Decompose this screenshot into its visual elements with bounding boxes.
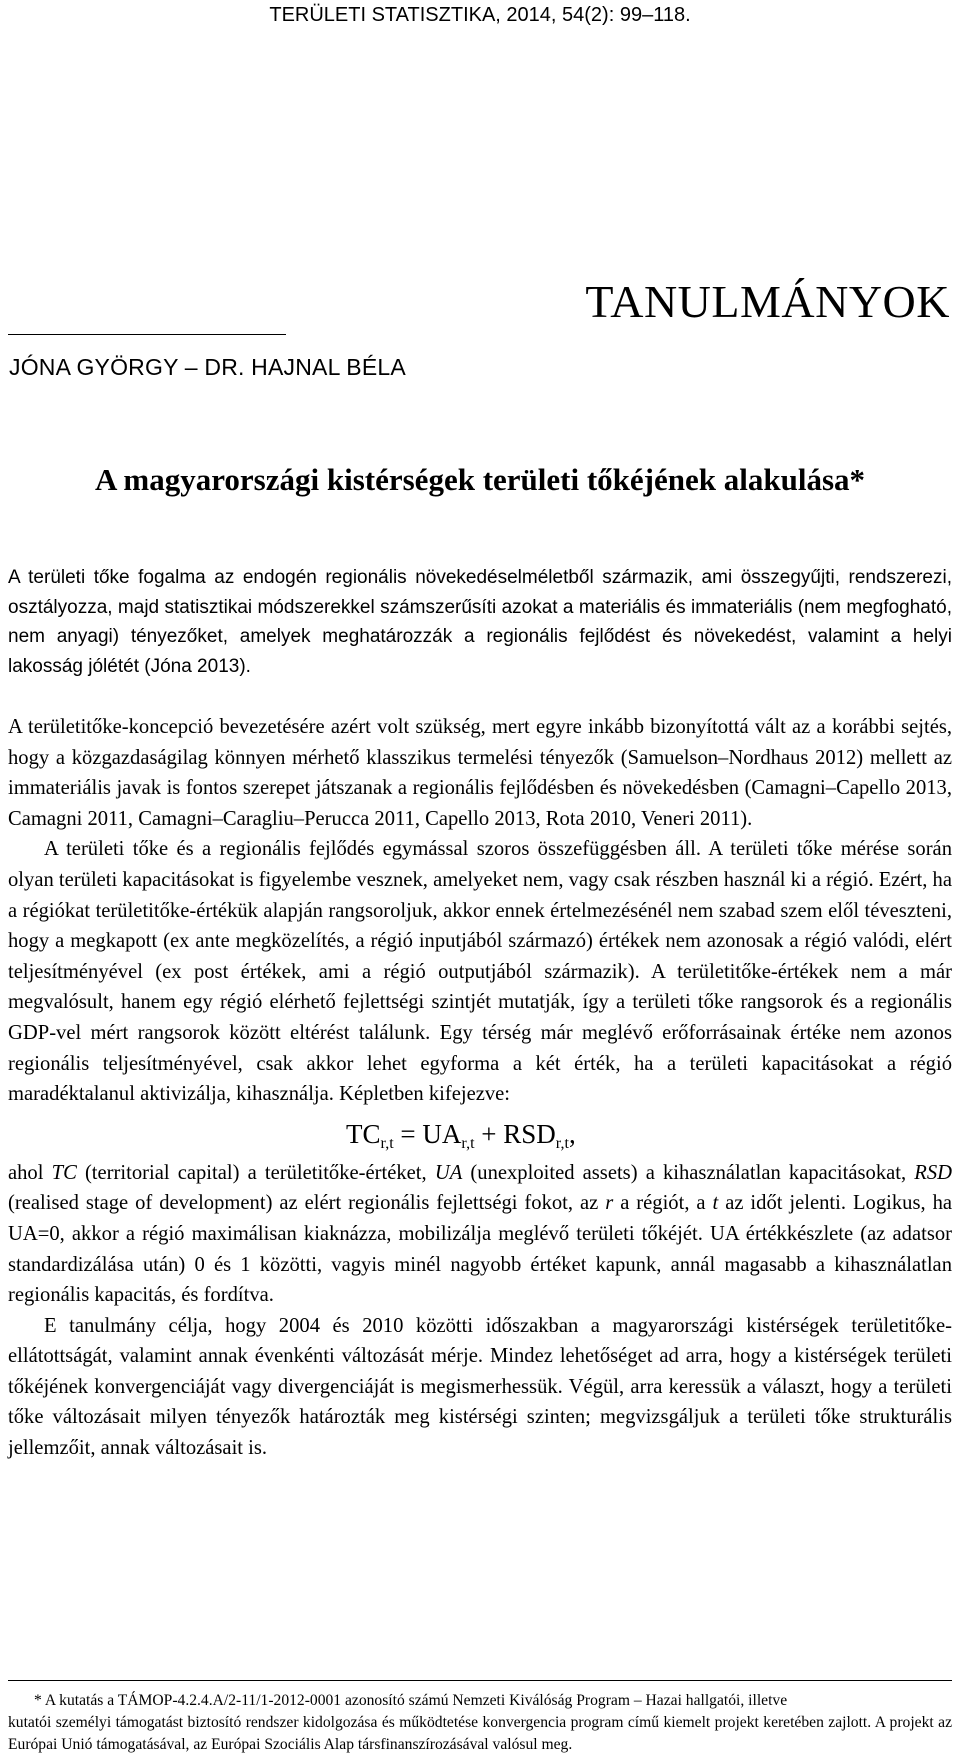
footnote bbox=[8, 1690, 952, 1756]
formula-subscript: r,t bbox=[380, 1134, 394, 1152]
article-body bbox=[8, 712, 952, 1464]
paragraph-4: E tanulmány célja, hogy 2004 és 2010 közötti időszakban a magyarországi kistérségek területitőke-ellátottságát, valamint annak évenkénti változását mérje. Mindez lehetőséget ad arra, hogy a kistérségek területi tőkéjének konvergenciáját vagy divergenciáját is megismerhessük. Végül, arra keressük a választ, hogy a területi tőke változásait milyen tényezők határozták meg kistérségi szinten; megvizsgáljuk a területi tőke strukturális jellemzőit, annak változásait is. bbox=[8, 1314, 952, 1460]
formula-equals: = bbox=[400, 1118, 416, 1149]
formula-tc: TC bbox=[346, 1118, 381, 1149]
footnote-continuation: kutatói személyi támogatást biztosító rendszer kidolgozása és működtetése konvergencia program című kiemelt projekt keretében zajlott. A projekt az Európai Unió támogatásával, az Európai Szociális Alap társfinanszírozásával valósul meg. bbox=[8, 1714, 952, 1753]
text-run: az időt jelenti. Logikus, ha UA=0, akkor a régió maximálisan kiaknázza, mobilizálja meglévő területi tőkéjét. UA értékkészlete (az adatsor standardizálása után) 0 és 1 közötti, vagyis minél nagyobb értéket kapunk, annál magasabb a kihasználatlan regionális kapacitás, és fordítva. bbox=[8, 1192, 953, 1307]
formula-comma: , bbox=[568, 1118, 576, 1149]
formula-rsd: RSD bbox=[503, 1118, 556, 1149]
footnote-first-line bbox=[8, 1690, 952, 1712]
abstract: A területi tőke fogalma az endogén regionális növekedéselméletből származik, ami összegyűjti, rendszerezi, osztályozza, majd statisztikai módszerekkel számszerűsíti azokat a materiális és immateriális (nem megfogható, nem anyagi) tényezőket, amelyek meghatározzák a regionális fejlődést és növekedést, valamint a helyi lakosság jólétét (Jóna 2013). bbox=[8, 567, 952, 677]
section-label: TANULMÁNYOK bbox=[585, 276, 950, 327]
footnote-rule bbox=[8, 1680, 952, 1681]
text-run: ahol bbox=[8, 1161, 52, 1184]
paragraph-2: A területi tőke és a regionális fejlődés egymással szoros összefüggésben áll. A területi tőke mérése során olyan területi kapacitásokat is figyelembe vesznek, amelyeket nem, vagy csak részben használ ki a régió. Ezért, ha a régiókat területitőke-értékük alapján rangsoroljuk, akkor ennek értelmezésénél nem szabad szem elől téveszteni, hogy a megkapott (ex ante megközelítés, a régió inputjából származó) értékek nem azonosak a régió valódi, elért teljesítményével (ex post értékek, ami a régió outputjából származik). A területitőke-értékek nem a már megvalósult, hanem egy régió elérhető fejlettségi szintjét mutatják, így a területi tőke rangsorok és a regionális GDP-vel mért rangsorok között eltérést találunk. Egy térség már meglévő erőforrásainak értéke nem azonos regionális teljesítményével, csak akkor lehet egyforma a két érték, ha a területi kapacitásokat a régió maradéktalanul aktivizálja, kihasználja. Képletben kifejezve: bbox=[8, 838, 952, 1106]
var-rsd: RSD bbox=[914, 1161, 953, 1184]
formula-ua: UA bbox=[422, 1118, 462, 1149]
var-tc: TC bbox=[51, 1161, 77, 1184]
running-head: TERÜLETI STATISZTIKA, 2014, 54(2): 99–118. bbox=[269, 4, 691, 26]
formula-subscript: r,t bbox=[555, 1134, 569, 1152]
paragraph-3 bbox=[8, 1158, 952, 1311]
article-title: A magyarországi kistérségek területi tőkéjének alakulása* bbox=[94, 462, 866, 497]
author-rule bbox=[8, 334, 286, 335]
formula-plus: + bbox=[481, 1118, 497, 1149]
text-run: (territorial capital) a területitőke-értéket, bbox=[76, 1161, 435, 1184]
text-run: a régiót, a bbox=[613, 1192, 713, 1215]
formula-subscript: r,t bbox=[461, 1134, 475, 1152]
var-r: r bbox=[605, 1192, 614, 1215]
footnote-line-1: A kutatás a TÁMOP-4.2.4.A/2-11/1-2012-0001 azonosító számú Nemzeti Kiválóság Program – Hazai hallgatói, illetve bbox=[44, 1692, 788, 1709]
text-run: (unexploited assets) a kihasználatlan kapacitásokat, bbox=[462, 1161, 915, 1184]
formula bbox=[8, 1110, 952, 1158]
text-run: (realised stage of development) az elért regionális fejlettségi fokot, az bbox=[8, 1192, 606, 1215]
authors: JÓNA GYÖRGY – DR. HAJNAL BÉLA bbox=[9, 354, 406, 380]
paragraph-1: A területitőke-koncepció bevezetésére azért volt szükség, mert egyre inkább bizonyítottá vált az a korábbi sejtés, hogy a közgazdaságilag könnyen mérhető klasszikus termelési tényezők (Samuelson–Nordhaus 2012) mellett az immateriális javak is fontos szerepet játszanak a regionális fejlődésben és növekedésben (Camagni–Capello 2013, Camagni 2011, Camagni–Caragliu–Perucca 2011, Capello 2013, Rota 2010, Veneri 2011). bbox=[8, 716, 952, 830]
var-ua: UA bbox=[434, 1161, 463, 1184]
footnote-marker: * bbox=[34, 1692, 45, 1709]
var-t: t bbox=[712, 1192, 719, 1215]
